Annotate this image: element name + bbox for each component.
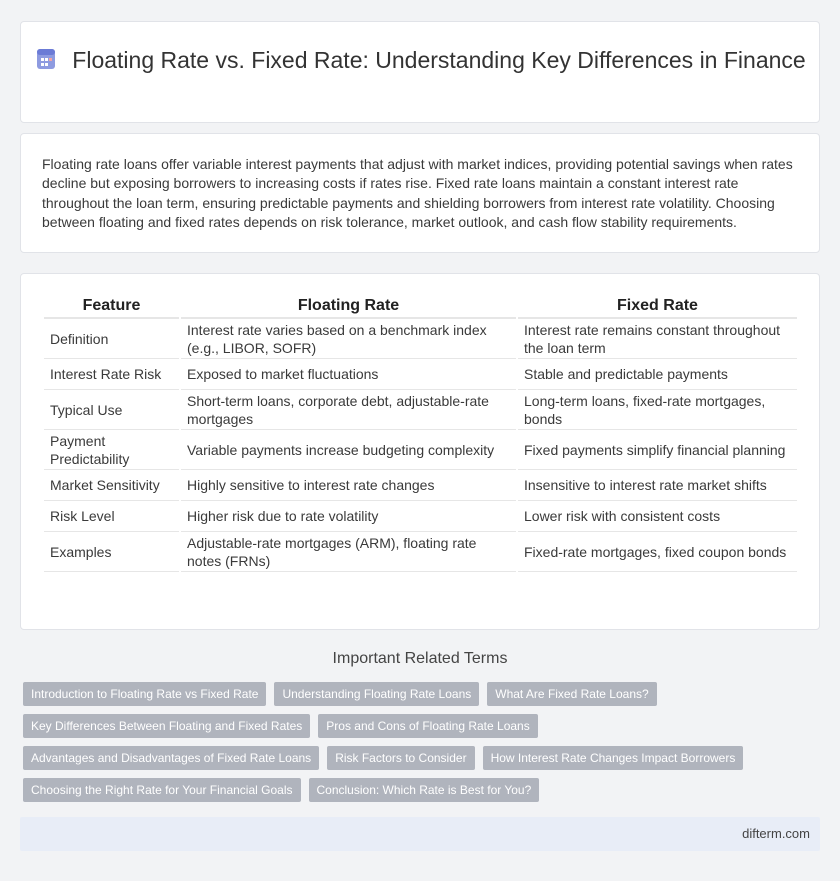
header-fixed-rate: Fixed Rate [518,296,797,319]
floating-cell: Adjustable-rate mortgages (ARM), floating rate notes (FRNs) [181,532,516,572]
table-row [44,501,797,532]
related-term-link[interactable]: Advantages and Disadvantages of Fixed Rate Loans [23,746,319,770]
table-row [44,470,797,501]
intro-text: Floating rate loans offer variable interest payments that adjust with market indices, providing potential savings when rates decline but exposing borrowers to increasing costs if rates rise. Fixed rate loans maintain a constant interest rate throughout the loan term, ensuring predictable payments and shielding borrowers from interest rate volatility. Choosing between floating and fixed rates depends on risk tolerance, market outlook, and cash flow stability requirements. [42,156,793,231]
related-term-link[interactable]: Understanding Floating Rate Loans [274,682,479,706]
table-row [44,532,797,572]
related-tags-row [23,714,546,738]
related-terms-title: Important Related Terms [332,650,508,667]
site-name[interactable]: difterm.com [742,826,810,841]
related-term-link[interactable]: Conclusion: Which Rate is Best for You? [309,778,540,802]
fixed-cell: Fixed-rate mortgages, fixed coupon bonds [518,532,797,572]
related-term-link[interactable]: Key Differences Between Floating and Fixed Rates [23,714,310,738]
related-tags-row [23,778,547,802]
floating-cell: Exposed to market fluctuations [181,359,516,390]
fixed-cell: Long-term loans, fixed-rate mortgages, bonds [518,390,797,430]
related-term-link[interactable]: Risk Factors to Consider [327,746,474,770]
comparison-card [20,273,820,630]
fixed-cell: Fixed payments simplify financial planning [518,430,797,470]
related-tags-row [23,746,751,770]
page-title: Floating Rate vs. Fixed Rate: Understanding Key Differences in Finance [72,47,806,73]
floating-cell: Short-term loans, corporate debt, adjustable-rate mortgages [181,390,516,430]
table-row [44,390,797,430]
feature-cell: Market Sensitivity [44,470,179,501]
header-card [20,21,820,123]
intro-card [20,133,820,253]
feature-cell: Examples [44,532,179,572]
header-feature: Feature [44,296,179,319]
footer [20,817,820,851]
table-row [44,359,797,390]
feature-cell: Interest Rate Risk [44,359,179,390]
floating-cell: Interest rate varies based on a benchmark index (e.g., LIBOR, SOFR) [181,319,516,359]
fixed-cell: Insensitive to interest rate market shifts [518,470,797,501]
floating-cell: Highly sensitive to interest rate changes [181,470,516,501]
related-term-link[interactable]: Pros and Cons of Floating Rate Loans [318,714,537,738]
fixed-cell: Lower risk with consistent costs [518,501,797,532]
related-tags-row [23,682,665,706]
feature-cell: Typical Use [44,390,179,430]
floating-cell: Higher risk due to rate volatility [181,501,516,532]
comparison-table [42,296,799,572]
related-term-link[interactable]: Introduction to Floating Rate vs Fixed Rate [23,682,266,706]
fixed-cell: Interest rate remains constant throughout the loan term [518,319,797,359]
table-row [44,319,797,359]
feature-cell: Risk Level [44,501,179,532]
related-term-link[interactable]: How Interest Rate Changes Impact Borrowers [483,746,744,770]
document-icon [34,47,58,71]
floating-cell: Variable payments increase budgeting complexity [181,430,516,470]
fixed-cell: Stable and predictable payments [518,359,797,390]
related-term-link[interactable]: What Are Fixed Rate Loans? [487,682,656,706]
feature-cell: Payment Predictability [44,430,179,470]
related-term-link[interactable]: Choosing the Right Rate for Your Financial Goals [23,778,301,802]
table-header-row [44,296,797,319]
table-row [44,430,797,470]
feature-cell: Definition [44,319,179,359]
header-floating-rate: Floating Rate [181,296,516,319]
